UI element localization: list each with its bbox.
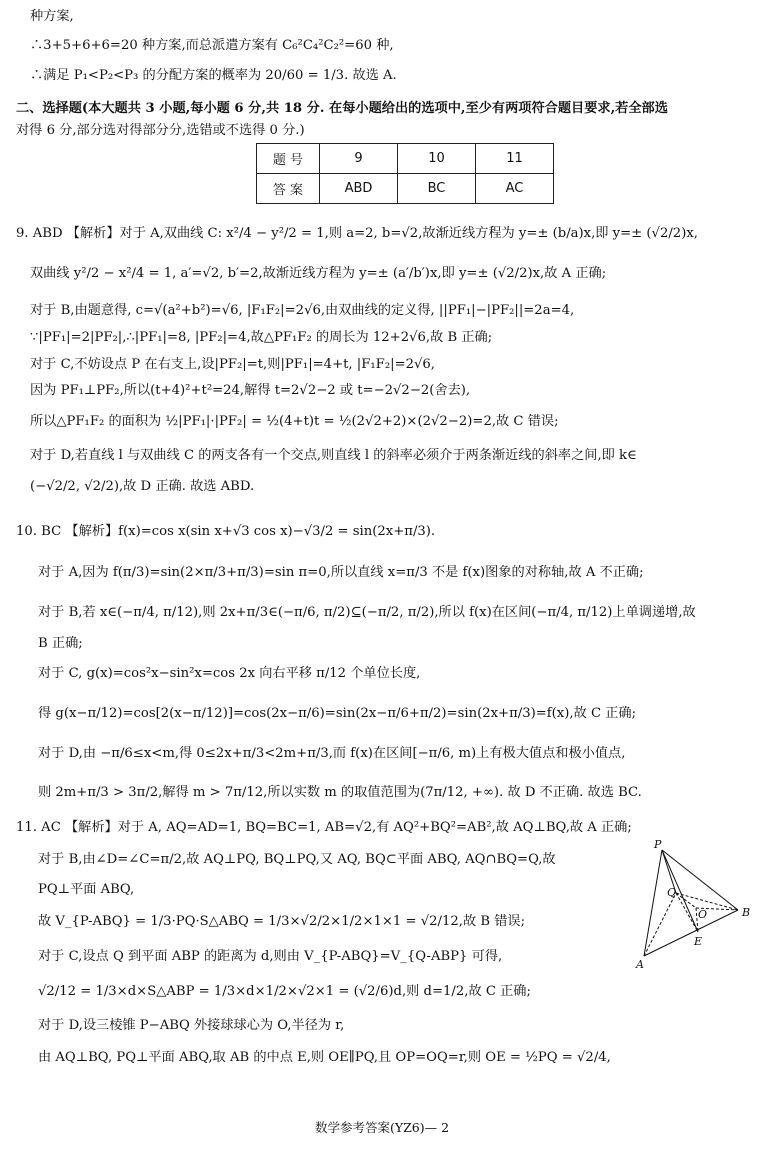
- page-footer: 数学参考答案(YZ6)— 2: [314, 1120, 450, 1135]
- q11-line: 对于 D,设三棱锥 P−ABQ 外接球球心为 O,半径为 r,: [38, 1018, 345, 1033]
- table-cell: AC: [476, 174, 554, 204]
- q9-line: 双曲线 y²/2 − x²/4 = 1, a′=√2, b′=2,故渐近线方程为 y=± (a′/b′)x,即 y=± (√2/2)x,故 A 正确;: [30, 266, 607, 281]
- q11-line: 故 V_{P-ABQ} = 1/3·PQ·S△ABQ = 1/3×√2/2×1/2×1×1 = √2/12,故 B 错误;: [38, 914, 526, 929]
- section-heading: 二、选择题(本大题共 3 小题,每小题 6 分,共 18 分. 在每小题给出的选项中,至少有两项符合题目要求,若全部选: [16, 101, 668, 116]
- q11-line: 由 AQ⊥BQ, PQ⊥平面 ABQ,取 AB 的中点 E,则 OE∥PQ,且 OP=OQ=r,则 OE = ½PQ = √2/4,: [38, 1050, 611, 1065]
- table-row: [257, 174, 554, 204]
- q9-line: 对于 D,若直线 l 与双曲线 C 的两支各有一个交点,则直线 l 的斜率必须介于两条渐近线的斜率之间,即 k∈: [30, 448, 637, 463]
- label-p: P: [654, 838, 662, 851]
- label-e: E: [694, 935, 703, 948]
- q10-line: 得 g(x−π/12)=cos[2(x−π/12)]=cos(2x−π/6)=sin(2x−π/6+π/2)=sin(2x+π/3)=f(x),故 C 正确;: [38, 706, 637, 721]
- q10-line: 则 2m+π/3 > 3π/2,解得 m > 7π/12,所以实数 m 的取值范围为(7π/12, +∞). 故 D 不正确. 故选 BC.: [38, 785, 642, 800]
- q11-line: 对于 B,由∠D=∠C=π/2,故 AQ⊥PQ, BQ⊥PQ,又 AQ, BQ⊂平面 ABQ, AQ∩BQ=Q,故: [38, 852, 556, 867]
- section-heading-cont: 对得 6 分,部分选对得部分分,选错或不选得 0 分.): [16, 123, 305, 138]
- label-q: Q: [667, 886, 677, 899]
- label-b: B: [742, 906, 751, 919]
- table-cell: BC: [398, 174, 476, 204]
- table-header-cell: 答 案: [257, 174, 320, 204]
- pyramid-figure: [634, 838, 756, 970]
- q10-line: 10. BC 【解析】f(x)=cos x(sin x+√3 cos x)−√3/2 = sin(2x+π/3).: [16, 524, 436, 539]
- text-line: ∴满足 P₁<P₂<P₃ 的分配方案的概率为 20/60 = 1/3. 故选 A.: [30, 68, 397, 83]
- q9-line: ∵|PF₁|=2|PF₂|,∴|PF₁|=8, |PF₂|=4,故△PF₁F₂ 的周长为 12+2√6,故 B 正确;: [30, 330, 493, 345]
- q11-line: 对于 C,设点 Q 到平面 ABP 的距离为 d,则由 V_{P-ABQ}=V_{Q-ABP} 可得,: [38, 949, 503, 964]
- q10-line: 对于 C, g(x)=cos²x−sin²x=cos 2x 向右平移 π/12 个单位长度,: [38, 666, 421, 681]
- q10-line: 对于 B,若 x∈(−π/4, π/12),则 2x+π/3∈(−π/6, π/2)⊆(−π/2, π/2),所以 f(x)在区间(−π/4, π/12)上单调递增,故: [38, 605, 696, 620]
- text-line: ∴3+5+6+6=20 种方案,而总派遣方案有 C₆²C₄²C₂²=60 种,: [30, 38, 394, 53]
- q11-line: √2/12 = 1/3×d×S△ABP = 1/3×d×1/2×√2×1 = (√2/6)d,则 d=1/2,故 C 正确;: [38, 984, 531, 999]
- answer-table: [256, 143, 554, 204]
- q11-line: PQ⊥平面 ABQ,: [38, 882, 135, 897]
- table-header-cell: 题 号: [257, 144, 320, 174]
- q9-line: (−√2/2, √2/2),故 D 正确. 故选 ABD.: [30, 479, 255, 494]
- q10-line: B 正确;: [38, 636, 83, 651]
- q9-line: 所以△PF₁F₂ 的面积为 ½|PF₁|·|PF₂| = ½(4+t)t = ½(2√2+2)×(2√2−2)=2,故 C 错误;: [30, 414, 559, 429]
- q9-line: 对于 B,由题意得, c=√(a²+b²)=√6, |F₁F₂|=2√6,由双曲线的定义得, ||PF₁|−|PF₂||=2a=4,: [30, 303, 575, 318]
- table-cell: ABD: [320, 174, 398, 204]
- table-cell: 11: [476, 144, 554, 174]
- q11-line: 11. AC 【解析】对于 A, AQ=AD=1, BQ=BC=1, AB=√2,有 AQ²+BQ²=AB²,故 AQ⊥BQ,故 A 正确;: [16, 820, 632, 835]
- table-cell: 9: [320, 144, 398, 174]
- table-row: [257, 144, 554, 174]
- label-o: O: [698, 908, 708, 921]
- q9-line: 因为 PF₁⊥PF₂,所以(t+4)²+t²=24,解得 t=2√2−2 或 t=−2√2−2(舍去),: [30, 383, 471, 398]
- q9-line: 9. ABD 【解析】对于 A,双曲线 C: x²/4 − y²/2 = 1,则 a=2, b=√2,故渐近线方程为 y=± (b/a)x,即 y=± (√2/2)x,: [16, 226, 698, 241]
- label-a: A: [636, 958, 644, 970]
- q10-line: 对于 D,由 −π/6≤x<m,得 0≤2x+π/3<2m+π/3,而 f(x)在区间[−π/6, m)上有极大值点和极小值点,: [38, 746, 626, 761]
- q9-line: 对于 C,不妨设点 P 在右支上,设|PF₂|=t,则|PF₁|=4+t, |F₁F₂|=2√6,: [30, 357, 435, 372]
- text-line: 种方案,: [30, 9, 74, 24]
- table-cell: 10: [398, 144, 476, 174]
- q10-line: 对于 A,因为 f(π/3)=sin(2×π/3+π/3)=sin π=0,所以直线 x=π/3 不是 f(x)图象的对称轴,故 A 不正确;: [38, 565, 644, 580]
